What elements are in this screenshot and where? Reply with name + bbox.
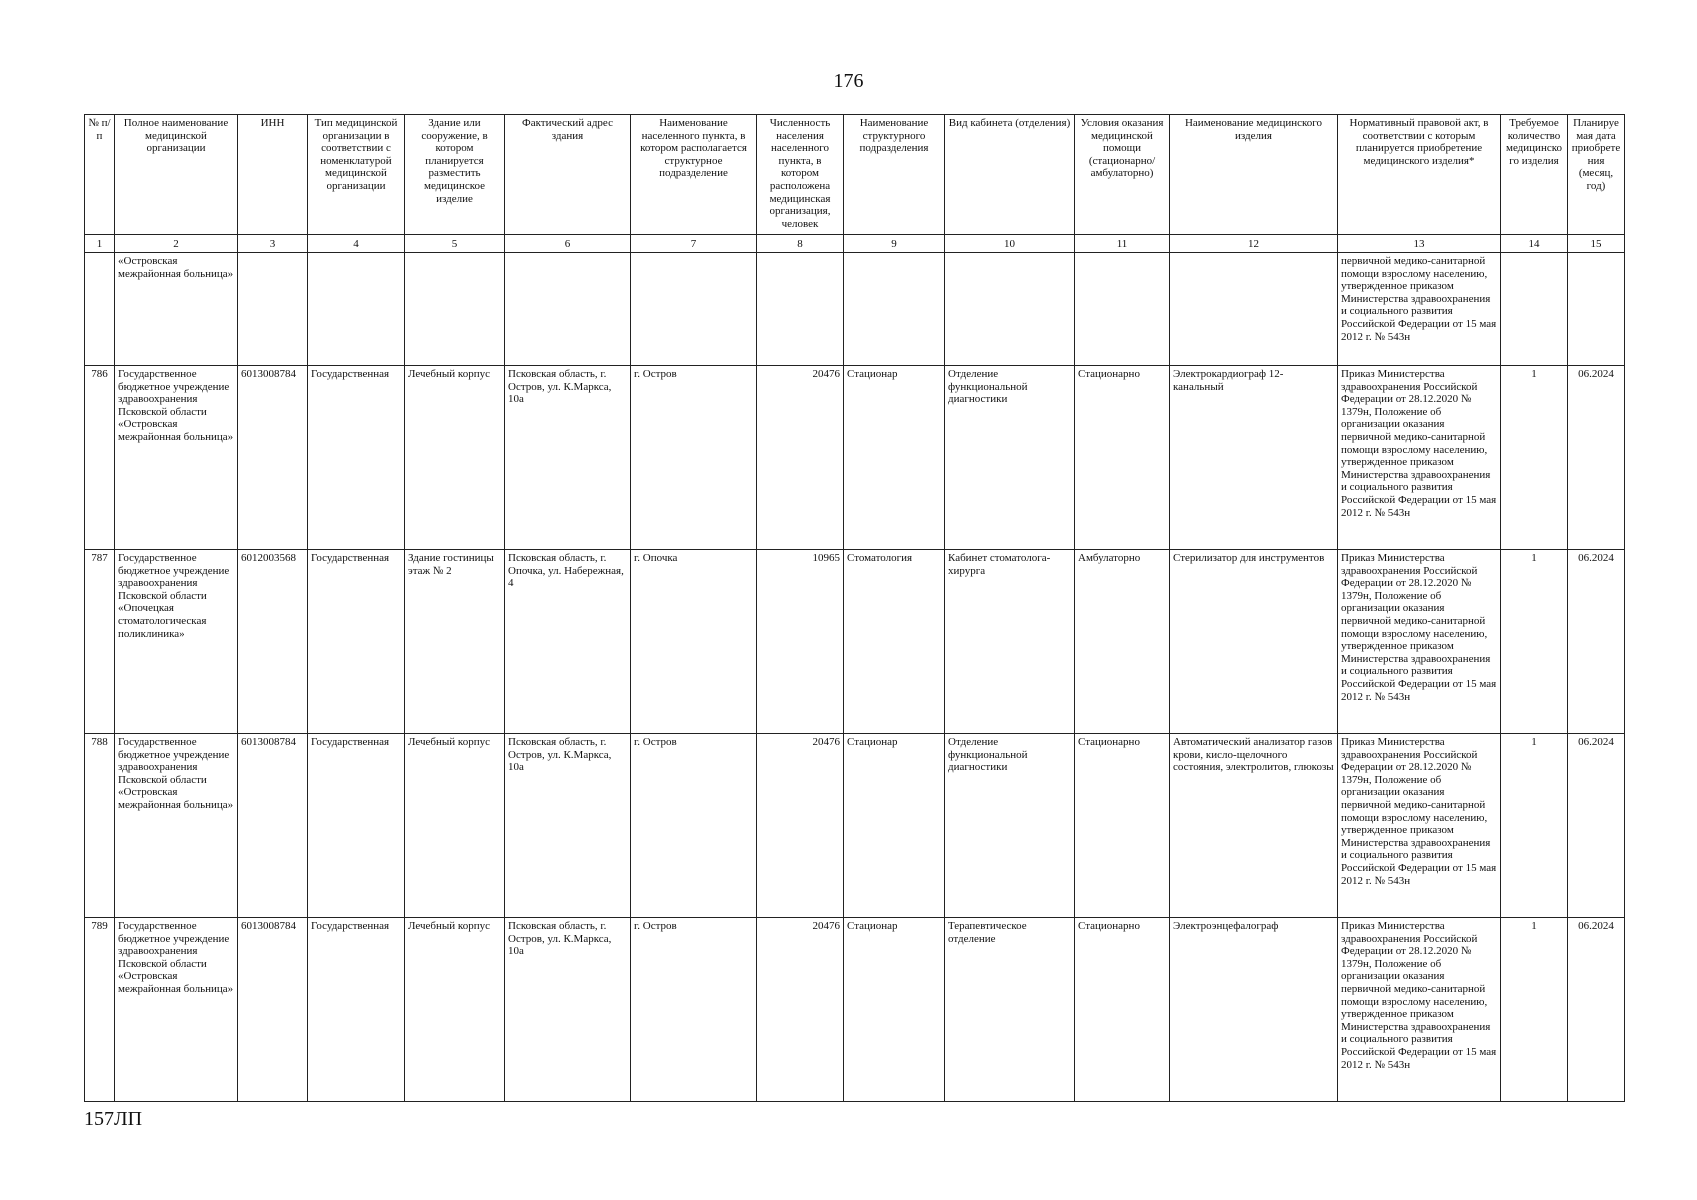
cell-conditions: Амбулаторно (1075, 550, 1170, 734)
column-number: 7 (631, 235, 757, 253)
cell-locality: г. Остров (631, 734, 757, 918)
cell-organization: Государственное бюджетное учреждение здравоохранения Псковской области «Островская межрайонная больница» (115, 734, 238, 918)
table-row (85, 918, 1625, 1102)
cell-locality: г. Остров (631, 366, 757, 550)
cell-type: Государственная (308, 918, 405, 1102)
cell-unit (844, 253, 945, 366)
cell-inn: 6012003568 (238, 550, 308, 734)
cell-organization: Государственное бюджетное учреждение здравоохранения Псковской области «Островская межрайонная больница» (115, 918, 238, 1102)
cell-type: Государственная (308, 366, 405, 550)
cell-num (85, 253, 115, 366)
cell-device: Стерилизатор для инструментов (1170, 550, 1338, 734)
column-header: Планируемая дата приобретения (месяц, год) (1568, 115, 1625, 235)
column-header: Фактический адрес здания (505, 115, 631, 235)
cell-cabinet: Отделение функциональной диагностики (945, 734, 1075, 918)
column-number: 6 (505, 235, 631, 253)
column-number: 8 (757, 235, 844, 253)
column-number: 10 (945, 235, 1075, 253)
cell-num: 788 (85, 734, 115, 918)
cell-inn: 6013008784 (238, 366, 308, 550)
cell-population: 20476 (757, 918, 844, 1102)
cell-type: Государственная (308, 734, 405, 918)
column-number: 14 (1501, 235, 1568, 253)
column-header: Условия оказания медицинской помощи (стационарно/ амбулаторно) (1075, 115, 1170, 235)
cell-cabinet: Кабинет стоматолога-хирурга (945, 550, 1075, 734)
cell-building: Здание гостиницы этаж № 2 (405, 550, 505, 734)
page-number: 176 (833, 70, 864, 92)
column-header: № п/п (85, 115, 115, 235)
column-header: Наименование структурного подразделения (844, 115, 945, 235)
cell-date: 06.2024 (1568, 918, 1625, 1102)
cell-building: Лечебный корпус (405, 734, 505, 918)
cell-cabinet: Отделение функциональной диагностики (945, 366, 1075, 550)
cell-building: Лечебный корпус (405, 918, 505, 1102)
cell-population: 20476 (757, 366, 844, 550)
cell-locality (631, 253, 757, 366)
cell-type: Государственная (308, 550, 405, 734)
column-number: 15 (1568, 235, 1625, 253)
cell-locality: г. Остров (631, 918, 757, 1102)
cell-population: 10965 (757, 550, 844, 734)
cell-device: Электроэнцефалограф (1170, 918, 1338, 1102)
table-row (85, 550, 1625, 734)
column-number: 4 (308, 235, 405, 253)
cell-inn: 6013008784 (238, 734, 308, 918)
cell-device (1170, 253, 1338, 366)
cell-population: 20476 (757, 734, 844, 918)
cell-legal-act: Приказ Министерства здравоохранения Российской Федерации от 28.12.2020 № 1379н, Положение об организации оказания первичной медико-санитарной помощи взрослому населению, утвержденное приказом Министерства здравоохранения и социального развития Российской Федерации от 15 мая 2012 г. № 543н (1338, 734, 1501, 918)
cell-unit: Стационар (844, 918, 945, 1102)
column-header: Требуемое количество медицинского изделия (1501, 115, 1568, 235)
cell-quantity: 1 (1501, 550, 1568, 734)
cell-conditions: Стационарно (1075, 366, 1170, 550)
cell-num: 787 (85, 550, 115, 734)
table-row (85, 366, 1625, 550)
medical-devices-table (84, 114, 1625, 1102)
column-header: Тип медицинской организации в соответствии с номенклатурой медицинской организации (308, 115, 405, 235)
cell-quantity: 1 (1501, 918, 1568, 1102)
cell-device: Автоматический анализатор газов крови, кисло-щелочного состояния, электролитов, глюкозы (1170, 734, 1338, 918)
cell-legal-act: Приказ Министерства здравоохранения Российской Федерации от 28.12.2020 № 1379н, Положение об организации оказания первичной медико-санитарной помощи взрослому населению, утвержденное приказом Министерства здравоохранения и социального развития Российской Федерации от 15 мая 2012 г. № 543н (1338, 550, 1501, 734)
cell-num: 786 (85, 366, 115, 550)
cell-address: Псковская область, г. Опочка, ул. Набережная, 4 (505, 550, 631, 734)
column-header: ИНН (238, 115, 308, 235)
column-number: 9 (844, 235, 945, 253)
column-number: 1 (85, 235, 115, 253)
cell-num: 789 (85, 918, 115, 1102)
header-row (85, 115, 1625, 235)
cell-cabinet: Терапевтическое отделение (945, 918, 1075, 1102)
cell-organization: Государственное бюджетное учреждение здравоохранения Псковской области «Островская межрайонная больница» (115, 366, 238, 550)
cell-quantity: 1 (1501, 366, 1568, 550)
cell-address: Псковская область, г. Остров, ул. К.Маркса, 10а (505, 734, 631, 918)
column-number: 12 (1170, 235, 1338, 253)
table-row (85, 734, 1625, 918)
cell-legal-act: Приказ Министерства здравоохранения Российской Федерации от 28.12.2020 № 1379н, Положение об организации оказания первичной медико-санитарной помощи взрослому населению, утвержденное приказом Министерства здравоохранения и социального развития Российской Федерации от 15 мая 2012 г. № 543н (1338, 366, 1501, 550)
cell-date: 06.2024 (1568, 550, 1625, 734)
cell-locality: г. Опочка (631, 550, 757, 734)
cell-unit: Стоматология (844, 550, 945, 734)
cell-address: Псковская область, г. Остров, ул. К.Маркса, 10а (505, 366, 631, 550)
cell-organization: Государственное бюджетное учреждение здравоохранения Псковской области «Опочецкая стоматологическая поликлиника» (115, 550, 238, 734)
cell-population (757, 253, 844, 366)
column-header: Здание или сооружение, в котором планируется разместить медицинское изделие (405, 115, 505, 235)
column-header: Нормативный правовой акт, в соответствии с которым планируется приобретение медицинского изделия* (1338, 115, 1501, 235)
cell-building: Лечебный корпус (405, 366, 505, 550)
cell-legal-act: Приказ Министерства здравоохранения Российской Федерации от 28.12.2020 № 1379н, Положение об организации оказания первичной медико-санитарной помощи взрослому населению, утвержденное приказом Министерства здравоохранения и социального развития Российской Федерации от 15 мая 2012 г. № 543н (1338, 918, 1501, 1102)
cell-device: Электрокардиограф 12-канальный (1170, 366, 1338, 550)
column-number-row (85, 235, 1625, 253)
cell-inn (238, 253, 308, 366)
column-number: 11 (1075, 235, 1170, 253)
column-number: 5 (405, 235, 505, 253)
cell-conditions: Стационарно (1075, 734, 1170, 918)
document-code: 157ЛП (84, 1108, 143, 1130)
cell-type (308, 253, 405, 366)
cell-building (405, 253, 505, 366)
cell-organization: «Островская межрайонная больница» (115, 253, 238, 366)
column-number: 13 (1338, 235, 1501, 253)
cell-date: 06.2024 (1568, 366, 1625, 550)
cell-unit: Стационар (844, 366, 945, 550)
cell-quantity: 1 (1501, 734, 1568, 918)
column-number: 2 (115, 235, 238, 253)
cell-conditions (1075, 253, 1170, 366)
cell-date: 06.2024 (1568, 734, 1625, 918)
cell-legal-act: первичной медико-санитарной помощи взрослому населению, утвержденное приказом Министерства здравоохранения и социального развития Российской Федерации от 15 мая 2012 г. № 543н (1338, 253, 1501, 366)
cell-address (505, 253, 631, 366)
cell-address: Псковская область, г. Остров, ул. К.Маркса, 10а (505, 918, 631, 1102)
column-number: 3 (238, 235, 308, 253)
cell-unit: Стационар (844, 734, 945, 918)
cell-conditions: Стационарно (1075, 918, 1170, 1102)
column-header: Вид кабинета (отделения) (945, 115, 1075, 235)
cell-quantity (1501, 253, 1568, 366)
column-header: Численность населения населенного пункта, в котором расположена медицинская организация, человек (757, 115, 844, 235)
cell-cabinet (945, 253, 1075, 366)
column-header: Наименование медицинского изделия (1170, 115, 1338, 235)
continuation-row (85, 253, 1625, 366)
cell-inn: 6013008784 (238, 918, 308, 1102)
cell-date (1568, 253, 1625, 366)
column-header: Полное наименование медицинской организации (115, 115, 238, 235)
column-header: Наименование населенного пункта, в котором располагается структурное подразделение (631, 115, 757, 235)
